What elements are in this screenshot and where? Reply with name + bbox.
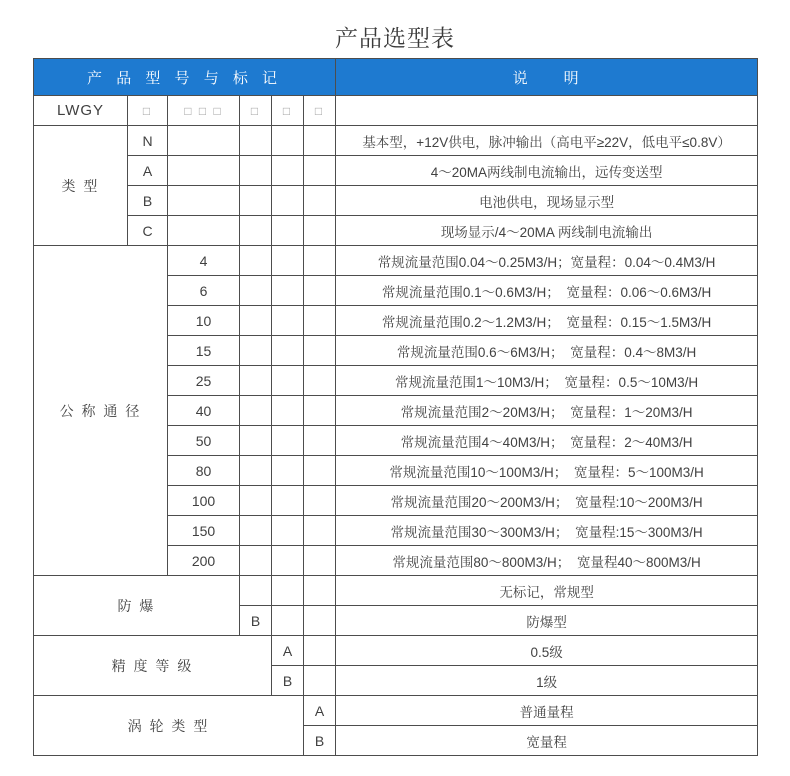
section-label-diameter: 公 称 通 径: [34, 246, 168, 576]
type-desc-cell: 基本型，+12V供电，脉冲输出（高电平≥22V，低电平≤0.8V）: [336, 126, 758, 156]
empty-cell: [272, 486, 304, 516]
empty-cell: [272, 306, 304, 336]
empty-cell: [272, 366, 304, 396]
empty-cell: [240, 186, 272, 216]
empty-cell: [240, 246, 272, 276]
diameter-desc-cell: 常规流量范围0.6～6M3/H； 宽量程：0.4～8M3/H: [336, 336, 758, 366]
empty-cell: [304, 246, 336, 276]
empty-cell: [168, 186, 240, 216]
empty-cell: [304, 516, 336, 546]
empty-cell: [304, 306, 336, 336]
type-code-cell: B: [128, 186, 168, 216]
diameter-desc-cell: 常规流量范围4～40M3/H； 宽量程：2～40M3/H: [336, 426, 758, 456]
empty-cell: [240, 546, 272, 576]
empty-cell: [272, 606, 304, 636]
empty-cell: [304, 216, 336, 246]
empty-cell: [240, 396, 272, 426]
type-desc-cell: 电池供电，现场显示型: [336, 186, 758, 216]
page-title: 产品选型表: [335, 25, 455, 51]
empty-cell: [304, 336, 336, 366]
section-label-turbine: 涡 轮 类 型: [34, 696, 304, 756]
empty-cell: [304, 546, 336, 576]
diameter-code-cell: 50: [168, 426, 240, 456]
model-name-cell: LWGY: [34, 96, 128, 126]
diameter-desc-cell: 常规流量范围20～200M3/H； 宽量程:10～200M3/H: [336, 486, 758, 516]
type-code-cell: N: [128, 126, 168, 156]
empty-cell: [240, 276, 272, 306]
diameter-desc-cell: 常规流量范围10～100M3/H； 宽量程：5～100M3/H: [336, 456, 758, 486]
diameter-desc-cell: 常规流量范围30～300M3/H； 宽量程:15～300M3/H: [336, 516, 758, 546]
empty-cell: [168, 156, 240, 186]
diameter-code-cell: 10: [168, 306, 240, 336]
empty-cell: [272, 126, 304, 156]
explosion-code-cell: B: [240, 606, 272, 636]
type-desc-cell: 4～20MA两线制电流输出，远传变送型: [336, 156, 758, 186]
empty-cell: [304, 636, 336, 666]
empty-cell: [240, 366, 272, 396]
type-desc-cell: 现场显示/4～20MA 两线制电流输出: [336, 216, 758, 246]
empty-cell: [272, 156, 304, 186]
empty-cell: [304, 186, 336, 216]
empty-cell: [240, 126, 272, 156]
empty-cell: [272, 276, 304, 306]
product-selection-table: [33, 58, 758, 756]
empty-cell: [272, 396, 304, 426]
empty-cell: [240, 456, 272, 486]
diameter-code-cell: 100: [168, 486, 240, 516]
turbine-code-cell: B: [304, 726, 336, 756]
empty-cell: [304, 666, 336, 696]
empty-cell: [240, 336, 272, 366]
explosion-desc-cell: 无标记，常规型: [336, 576, 758, 606]
empty-cell: [272, 246, 304, 276]
empty-cell: [240, 216, 272, 246]
model-digit-placeholder: □: [240, 96, 272, 126]
empty-cell: [240, 306, 272, 336]
empty-cell: [304, 126, 336, 156]
model-digit-placeholder: □ □ □: [168, 96, 240, 126]
empty-cell: [304, 486, 336, 516]
diameter-code-cell: 6: [168, 276, 240, 306]
diameter-desc-cell: 常规流量范围0.2～1.2M3/H； 宽量程：0.15～1.5M3/H: [336, 306, 758, 336]
accuracy-code-cell: A: [272, 636, 304, 666]
section-label-type: 类 型: [34, 126, 128, 246]
turbine-desc-cell: 普通量程: [336, 696, 758, 726]
empty-cell: [304, 456, 336, 486]
empty-cell: [240, 486, 272, 516]
empty-cell: [304, 366, 336, 396]
empty-cell: [272, 336, 304, 366]
empty-cell: [272, 516, 304, 546]
model-digit-placeholder: □: [272, 96, 304, 126]
empty-cell: [240, 516, 272, 546]
empty-cell: [304, 606, 336, 636]
empty-cell: [272, 186, 304, 216]
empty-cell: [304, 156, 336, 186]
explosion-code-cell: [240, 576, 272, 606]
diameter-desc-cell: 常规流量范围1～10M3/H； 宽量程：0.5～10M3/H: [336, 366, 758, 396]
accuracy-desc-cell: 0.5级: [336, 636, 758, 666]
header-model-mark: 产 品 型 号 与 标 记: [34, 59, 336, 96]
section-label-accuracy: 精 度 等 级: [34, 636, 272, 696]
turbine-code-cell: A: [304, 696, 336, 726]
empty-cell: [168, 126, 240, 156]
diameter-desc-cell: 常规流量范围0.1～0.6M3/H； 宽量程：0.06～0.6M3/H: [336, 276, 758, 306]
empty-cell: [168, 216, 240, 246]
empty-cell: [304, 276, 336, 306]
empty-cell: [272, 576, 304, 606]
diameter-desc-cell: 常规流量范围0.04～0.25M3/H；宽量程：0.04～0.4M3/H: [336, 246, 758, 276]
diameter-code-cell: 15: [168, 336, 240, 366]
explosion-desc-cell: 防爆型: [336, 606, 758, 636]
accuracy-desc-cell: 1级: [336, 666, 758, 696]
empty-cell: [336, 96, 758, 126]
empty-cell: [272, 456, 304, 486]
accuracy-code-cell: B: [272, 666, 304, 696]
type-code-cell: A: [128, 156, 168, 186]
empty-cell: [272, 546, 304, 576]
turbine-desc-cell: 宽量程: [336, 726, 758, 756]
empty-cell: [304, 426, 336, 456]
empty-cell: [240, 156, 272, 186]
empty-cell: [272, 216, 304, 246]
empty-cell: [272, 426, 304, 456]
empty-cell: [240, 426, 272, 456]
header-description: 说 明: [336, 59, 758, 96]
type-code-cell: C: [128, 216, 168, 246]
diameter-desc-cell: 常规流量范围80～800M3/H； 宽量程40～800M3/H: [336, 546, 758, 576]
diameter-code-cell: 4: [168, 246, 240, 276]
diameter-code-cell: 40: [168, 396, 240, 426]
diameter-code-cell: 80: [168, 456, 240, 486]
model-digit-placeholder: □: [304, 96, 336, 126]
empty-cell: [304, 576, 336, 606]
diameter-code-cell: 25: [168, 366, 240, 396]
empty-cell: [304, 396, 336, 426]
diameter-code-cell: 200: [168, 546, 240, 576]
diameter-desc-cell: 常规流量范围2～20M3/H； 宽量程：1～20M3/H: [336, 396, 758, 426]
model-digit-placeholder: □: [128, 96, 168, 126]
section-label-explosion: 防 爆: [34, 576, 240, 636]
diameter-code-cell: 150: [168, 516, 240, 546]
